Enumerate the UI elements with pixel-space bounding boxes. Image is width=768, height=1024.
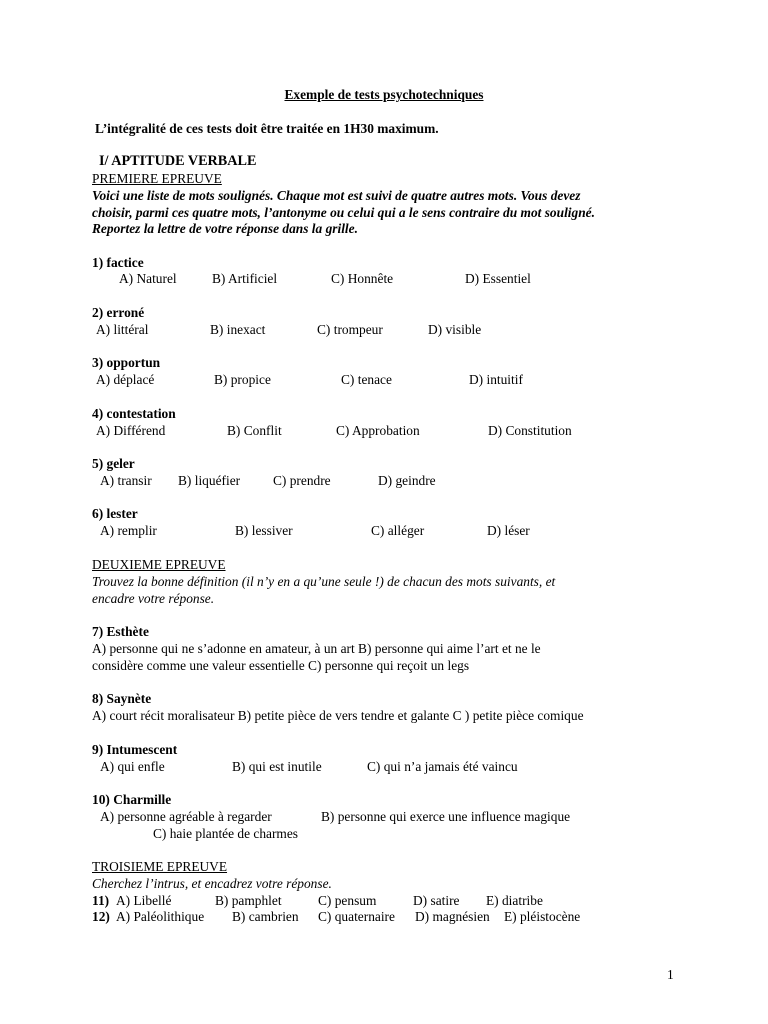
answer-option: B) qui est inutile xyxy=(232,759,322,774)
answer-option: B) pamphlet xyxy=(215,893,282,908)
instruction-line: Trouvez la bonne définition (il n’y en a qu’une seule !) de chacun des mots suivants, et xyxy=(92,574,556,589)
answer-option: C) trompeur xyxy=(317,322,383,337)
answer-option: C) Approbation xyxy=(336,423,420,438)
answer-option: D) geindre xyxy=(378,473,436,488)
premiere-epreuve-label: PREMIERE EPREUVE xyxy=(92,171,222,186)
answer-option: A) Différend xyxy=(96,423,166,438)
question-word: 2) erroné xyxy=(92,305,145,320)
answer-option: C) alléger xyxy=(371,523,425,538)
answer-option: A) qui enfle xyxy=(100,759,165,774)
answer-option: A) Naturel xyxy=(119,271,177,286)
instruction-line: Reportez la lettre de votre réponse dans la grille. xyxy=(92,221,358,236)
answer-option: A) déplacé xyxy=(96,372,155,387)
answer-option: C) pensum xyxy=(318,893,377,908)
answer-option: D) intuitif xyxy=(469,372,523,387)
instruction-line: Cherchez l’intrus, et encadrez votre réponse. xyxy=(92,876,332,891)
answer-option: C) Honnête xyxy=(331,271,394,286)
answer-option: C) haie plantée de charmes xyxy=(153,826,298,841)
answer-text-line: considère comme une valeur essentielle C) personne qui reçoit un legs xyxy=(92,658,470,673)
answer-option: B) cambrien xyxy=(232,909,299,924)
answer-option: B) lessiver xyxy=(235,523,293,538)
instruction-line: choisir, parmi ces quatre mots, l’antonyme ou celui qui a le sens contraire du mot souligné. xyxy=(92,205,595,220)
answer-text-line: A) court récit moralisateur B) petite pièce de vers tendre et galante C ) petite pièce comique xyxy=(92,708,584,723)
answer-option: B) inexact xyxy=(210,322,266,337)
question-word: 3) opportun xyxy=(92,355,161,370)
document-title: Exemple de tests psychotechniques xyxy=(284,87,484,102)
answer-option: C) quaternaire xyxy=(318,909,395,924)
answer-option: D) visible xyxy=(428,322,482,337)
answer-option: A) remplir xyxy=(100,523,157,538)
question-word: 8) Saynète xyxy=(92,691,152,706)
question-word: 9) Intumescent xyxy=(92,742,178,757)
answer-option: D) magnésien xyxy=(415,909,490,924)
answer-option: B) propice xyxy=(214,372,271,387)
page-number: 1 xyxy=(667,967,674,982)
question-word: 6) lester xyxy=(92,506,138,521)
question-word: 1) factice xyxy=(92,255,144,270)
answer-option: B) liquéfier xyxy=(178,473,241,488)
answer-option: C) prendre xyxy=(273,473,331,488)
answer-option: A) littéral xyxy=(96,322,149,337)
answer-option: C) qui n’a jamais été vaincu xyxy=(367,759,518,774)
answer-option: A) personne agréable à regarder xyxy=(100,809,272,824)
question-word: 10) Charmille xyxy=(92,792,172,807)
instruction-line: encadre votre réponse. xyxy=(92,591,215,606)
answer-text-line: A) personne qui ne s’adonne en amateur, à un art B) personne qui aime l’art et ne le xyxy=(92,641,541,656)
answer-option: B) personne qui exerce une influence magique xyxy=(321,809,571,824)
answer-option: A) Libellé xyxy=(116,893,172,908)
question-word: 7) Esthète xyxy=(92,624,149,639)
answer-option: C) tenace xyxy=(341,372,392,387)
answer-option: D) léser xyxy=(487,523,530,538)
answer-option: E) pléistocène xyxy=(504,909,581,924)
section-heading: I/ APTITUDE VERBALE xyxy=(99,153,257,169)
answer-option: A) transir xyxy=(100,473,152,488)
answer-option: D) Essentiel xyxy=(465,271,531,286)
answer-option: E) diatribe xyxy=(486,893,543,908)
answer-option: D) satire xyxy=(413,893,460,908)
question-number: 11) xyxy=(92,893,110,908)
intro-text: L’intégralité de ces tests doit être traitée en 1H30 maximum. xyxy=(95,121,439,136)
answer-option: D) Constitution xyxy=(488,423,572,438)
deuxieme-epreuve-label: DEUXIEME EPREUVE xyxy=(92,557,226,572)
answer-option: B) Conflit xyxy=(227,423,282,438)
answer-option: B) Artificiel xyxy=(212,271,278,286)
answer-option: A) Paléolithique xyxy=(116,909,205,924)
question-number: 12) xyxy=(92,909,110,924)
question-word: 5) geler xyxy=(92,456,135,471)
troisieme-epreuve-label: TROISIEME EPREUVE xyxy=(92,859,228,874)
instruction-line: Voici une liste de mots soulignés. Chaque mot est suivi de quatre autres mots. Vous devez xyxy=(92,188,581,203)
question-word: 4) contestation xyxy=(92,406,176,421)
